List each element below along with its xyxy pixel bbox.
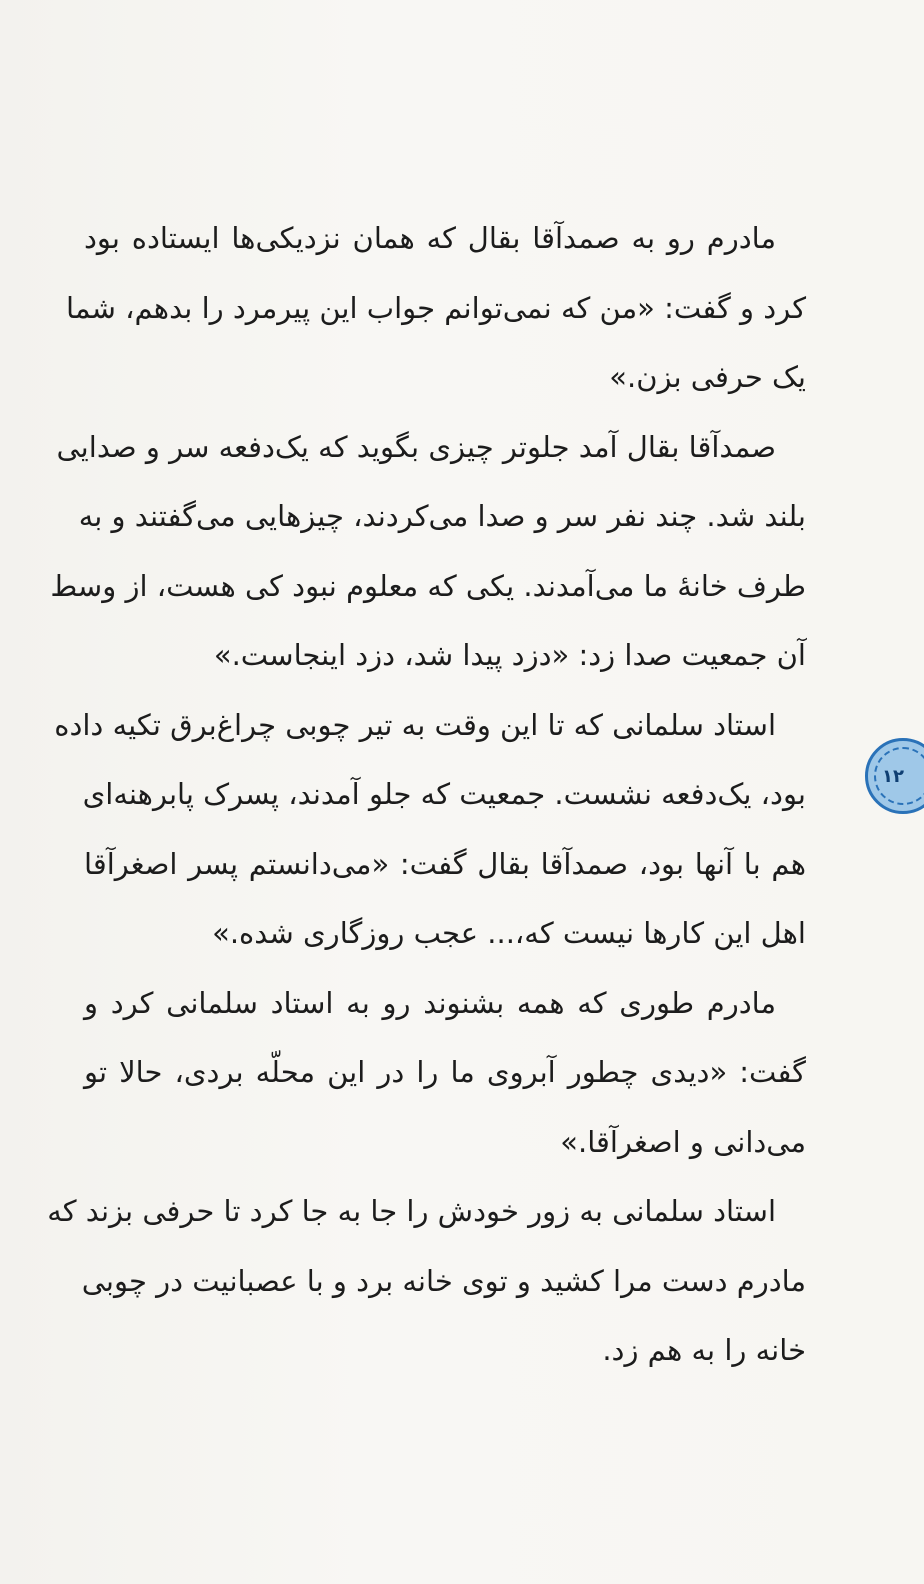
text-line: می‌دانی و اصغرآقا.» [560,1124,806,1159]
text-line: آن جمعیت صدا زد: «دزد پیدا شد، دزد اینجاست.» [213,638,806,672]
text-line: خانه را به هم زد. [602,1333,806,1367]
paragraph-1 [66,204,806,413]
page-number-badge [865,738,924,814]
text-line: مادرم رو به صمدآقا بقال که همان نزدیکی‌ها ایستاده بود [84,221,776,255]
text-line: کرد و گفت: «من که نمی‌توانم جواب این پیرمرد را بدهم، شما [66,290,806,325]
text-line: مادرم طوری که همه بشنوند رو به استاد سلمانی کرد و [84,985,776,1020]
text-line: یک حرفی بزن.» [609,360,806,394]
text-line: هم با آنها بود، صمدآقا بقال گفت: «می‌دانستم پسر اصغرآقا [84,846,806,881]
text-line: گفت: «دیدی چطور آبروی ما را در این محلّه بردی، حالا تو [84,1055,806,1089]
text-line: استاد سلمانی که تا این وقت به تیر چوبی چراغ‌برق تکیه داده [54,707,776,742]
story-text [47,204,806,1386]
text-line: بلند شد. چند نفر سر و صدا می‌کردند، چیزهایی می‌گفتند و به [78,499,806,533]
text-line: مادرم دست مرا کشید و توی خانه برد و با عصبانیت در چوبی [81,1263,806,1298]
text-line: اهل این کارها نیست که،... عجب روزگاری شده.» [212,916,806,950]
text-line: صمدآقا بقال آمد جلوتر چیزی بگوید که یک‌دفعه سر و صدایی [56,429,776,464]
text-line: استاد سلمانی به زور خودش را جا به جا کرد تا حرفی بزند که [47,1194,776,1228]
paragraph-2 [50,413,806,691]
text-line: طرف خانهٔ ما می‌آمدند. یکی که معلوم نبود کی هست، از وسط [50,568,806,603]
paragraph-4 [84,969,806,1178]
page-number: ۱۲ [874,747,924,805]
paragraph-5 [47,1177,806,1386]
paragraph-3 [54,691,806,969]
text-line: بود، یک‌دفعه نشست. جمعیت که جلو آمدند، پسرک پابرهنه‌ای [82,777,806,811]
